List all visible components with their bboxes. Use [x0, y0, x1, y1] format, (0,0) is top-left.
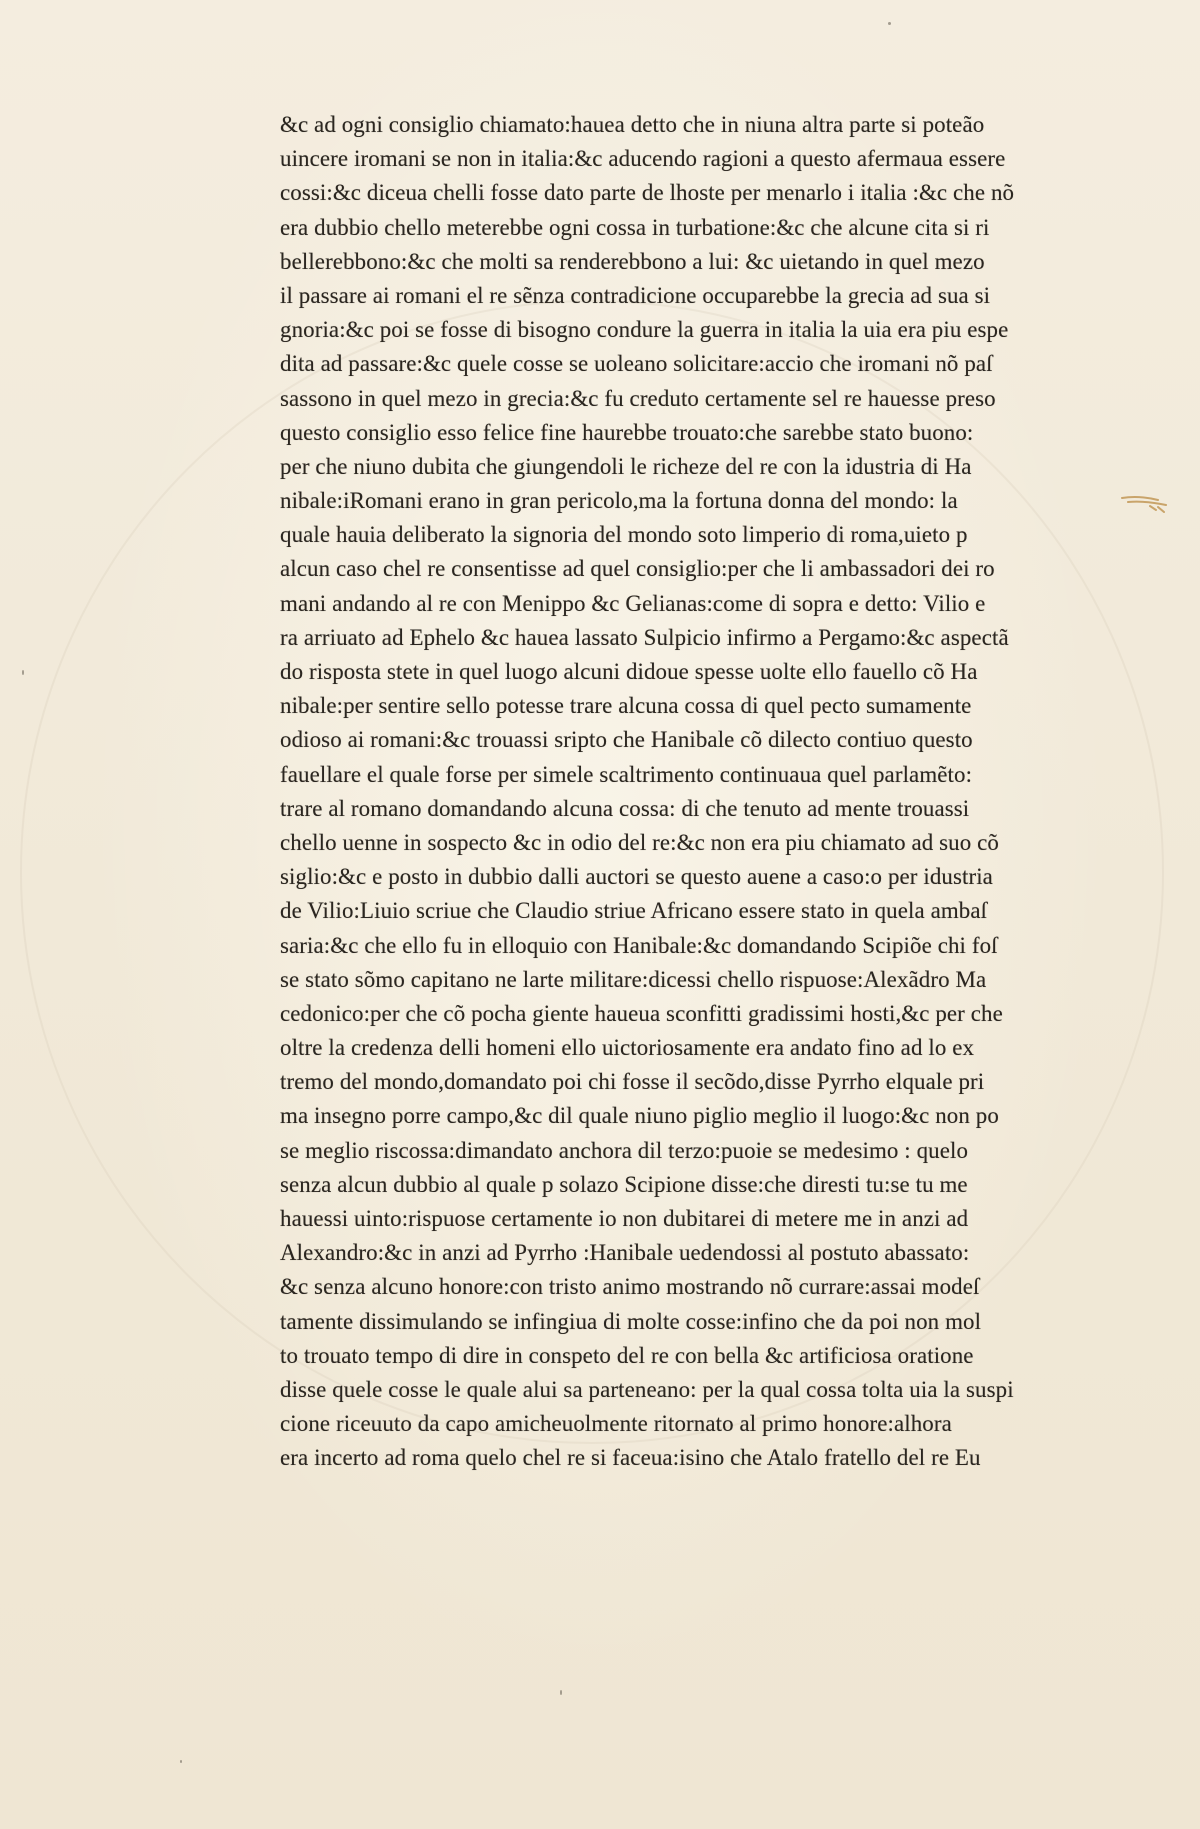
text-line: de Vilio:Liuio scriue che Claudio striue Africano essere stato in quela ambaſ [280, 898, 988, 925]
text-line: nibale:iRomani erano in gran pericolo,ma la fortuna donna del mondo: la [280, 488, 958, 515]
text-line: dita ad passare:&c quele cosse se uoleano solicitare:accio che iromani nõ paſ [280, 351, 993, 378]
text-line: cedonico:per che cõ pocha giente haueua sconfitti gradissimi hosti,&c per che [280, 1000, 1003, 1027]
text-line: mani andando al re con Menippo &c Gelianas:come di sopra e detto: Vilio e [280, 590, 986, 617]
text-line: il passare ai romani el re sẽnza contradicione occuparebbe la grecia ad sua si [280, 282, 991, 309]
text-line: alcun caso chel re consentisse ad quel consiglio:per che li ambassadori dei ro [280, 556, 995, 583]
text-line: era incerto ad roma quelo chel re si faceua:isino che Atalo fratello del re Eu [280, 1445, 981, 1472]
text-line: cione riceuuto da capo amicheuolmente ritornato al primo honore:alhora [280, 1411, 952, 1438]
paper-speck [180, 1760, 182, 1763]
text-line: quale hauia deliberato la signoria del mondo soto limperio di roma,uieto p [280, 522, 968, 549]
text-line: oltre la credenza delli homeni ello uictoriosamente era andato fino ad lo ex [280, 1035, 975, 1062]
text-line: &c senza alcuno honore:con tristo animo mostrando nõ currare:assai modeſ [280, 1274, 980, 1301]
text-line: hauessi uinto:rispuose certamente io non dubitarei di metere me in anzi ad [280, 1206, 969, 1232]
text-line: sassono in quel mezo in grecia:&c fu creduto certamente sel re hauesse preso [280, 385, 996, 412]
text-line: questo consiglio esso felice fine haurebbe trouato:che sarebbe stato buono: [280, 419, 974, 446]
text-line: Alexandro:&c in anzi ad Pyrrho :Hanibale uedendossi al postuto abassato: [280, 1240, 970, 1267]
text-line: uincere iromani se non in italia:&c aducendo ragioni a questo afermaua essere [280, 146, 1006, 173]
incunabulum-text-block [280, 108, 1120, 1476]
text-line: bellerebbono:&c che molti sa renderebbono a lui: &c uietando in quel mezo [280, 248, 985, 275]
marginal-pointer-mark [1120, 490, 1172, 516]
text-line: per che niuno dubita che giungendoli le richeze del re con la idustria di Ha [280, 453, 972, 480]
paper-speck [560, 1690, 562, 1695]
text-line: se stato sõmo capitano ne larte militare:dicessi chello rispuose:Alexãdro Ma [280, 966, 987, 993]
text-line: era dubbio chello meterebbe ogni cossa in turbatione:&c che alcune cita si ri [280, 214, 990, 241]
text-line: to trouato tempo di dire in conspeto del re con bella &c artificiosa oratione [280, 1342, 974, 1369]
text-line: nibale:per sentire sello potesse trare alcuna cossa di quel pecto sumamente [280, 693, 972, 720]
text-line: &c ad ogni consiglio chiamato:hauea detto che in niuna altra parte si poteão [280, 112, 985, 138]
text-line: trare al romano domandando alcuna cossa: di che tenuto ad mente trouassi [280, 795, 970, 822]
text-line: do risposta stete in quel luogo alcuni didoue spesse uolte ello fauello cõ Ha [280, 659, 978, 685]
text-line: siglio:&c e posto in dubbio dalli auctori se questo auene a caso:o per idustria [280, 864, 993, 891]
text-line: senza alcun dubbio al quale p solazo Scipione disse:che diresti tu:se tu me [280, 1171, 968, 1198]
text-line: gnoria:&c poi se fosse di bisogno condure la guerra in italia la uia era piu espe [280, 317, 1009, 344]
text-line: odioso ai romani:&c trouassi sripto che Hanibale cõ dilecto contiuo questo [280, 727, 973, 754]
paper-speck [22, 670, 24, 675]
text-line: disse quele cosse le quale alui sa parteneano: per la qual cossa tolta uia la suspi [280, 1376, 1014, 1403]
text-line: fauellare el quale forse per simele scaltrimento continuaua quel parlamẽto: [280, 761, 973, 788]
text-line: tamente dissimulando se infingiua di molte cosse:infino che da poi non mol [280, 1308, 982, 1335]
text-line: ma insegno porre campo,&c dil quale niuno piglio meglio il luogo:&c non po [280, 1103, 999, 1130]
text-line: chello uenne in sospecto &c in odio del re:&c non era piu chiamato ad suo cõ [280, 829, 1000, 856]
text-line: ra arriuato ad Ephelo &c hauea lassato Sulpicio infirmo a Pergamo:&c aspectã [280, 624, 1009, 651]
text-line: tremo del mondo,domandato poi chi fosse il secõdo,disse Pyrrho elquale pri [280, 1069, 985, 1096]
text-line: cossi:&c diceua chelli fosse dato parte de lhoste per menarlo i italia :&c che nõ [280, 180, 1015, 207]
paper-speck [888, 22, 891, 25]
text-line: se meglio riscossa:dimandato anchora dil terzo:puoie se medesimo : quelo [280, 1137, 969, 1164]
text-line: saria:&c che ello fu in elloquio con Hanibale:&c domandando Scipiõe chi foſ [280, 932, 998, 959]
